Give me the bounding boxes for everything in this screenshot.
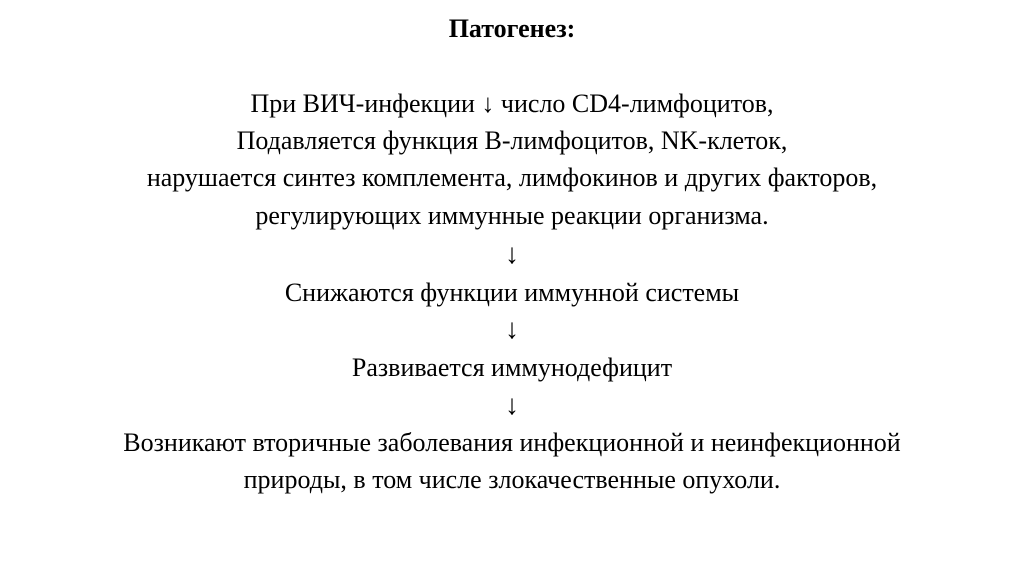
step-secondary-diseases-line-2: природы, в том числе злокачественные опухоли. bbox=[243, 465, 781, 494]
down-arrow-icon: ↓ bbox=[505, 390, 519, 421]
down-arrow-icon: ↓ bbox=[505, 314, 519, 345]
step-secondary-diseases-line-1: Возникают вторичные заболевания инфекционной и неинфекционной bbox=[123, 428, 901, 457]
step-immunodeficiency: Развивается иммунодефицит bbox=[351, 353, 673, 382]
pathogenesis-line-3: нарушается синтез комплемента, лимфокинов и других факторов, bbox=[146, 163, 878, 192]
pathogenesis-line-4: регулирующих иммунные реакции организма. bbox=[255, 201, 769, 230]
slide-title: Патогенез: bbox=[448, 14, 576, 43]
step-immune-decline: Снижаются функции иммунной системы bbox=[284, 278, 740, 307]
down-arrow-icon: ↓ bbox=[505, 239, 519, 270]
pathogenesis-line-2: Подавляется функция В-лимфоцитов, NK-клеток, bbox=[236, 126, 788, 155]
pathogenesis-line-1: При ВИЧ-инфекции ↓ число CD4-лимфоцитов, bbox=[250, 89, 774, 118]
